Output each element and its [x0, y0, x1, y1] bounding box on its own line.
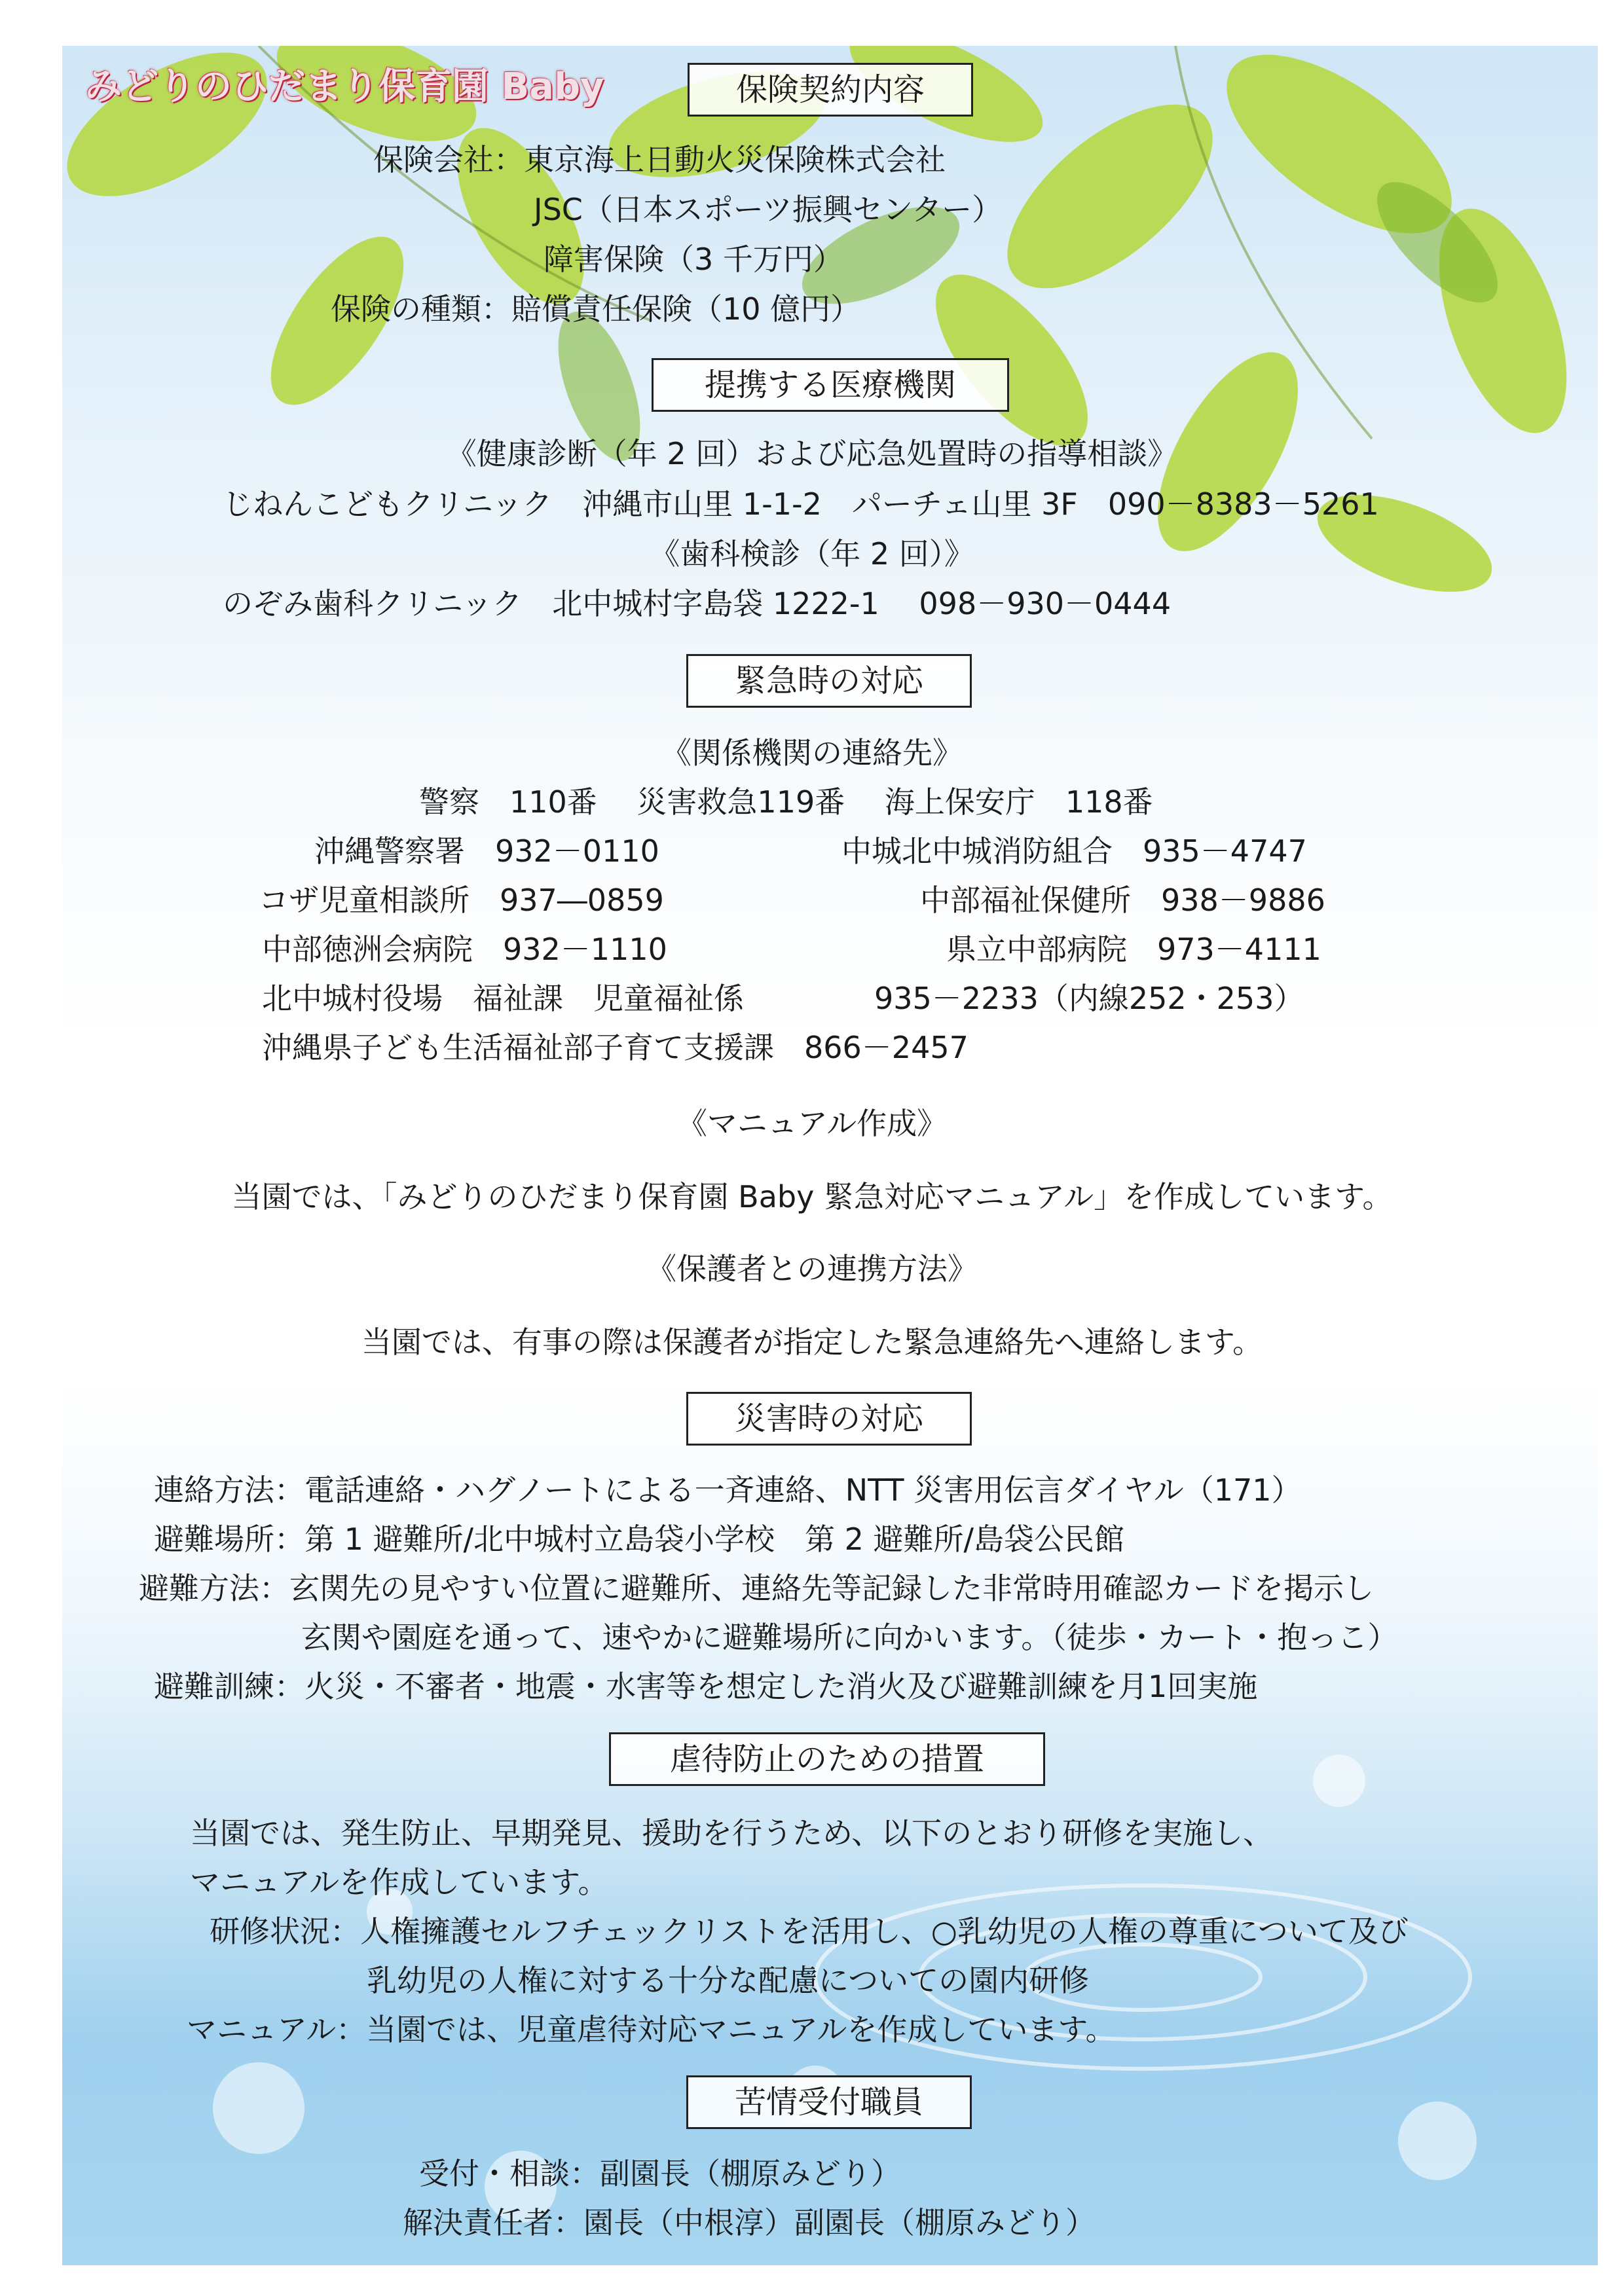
- contact-method: 連絡方法：電話連絡・ハグノートによる一斉連絡、NTT 災害用伝言ダイヤル（171）: [154, 1472, 1302, 1508]
- insurance-company: 保険会社：東京海上日動火災保険株式会社: [373, 142, 946, 177]
- abuse-line-1: 当園では、発生防止、早期発見、援助を行うため、以下のとおり研修を実施し、: [190, 1815, 1274, 1851]
- contact-left: 沖縄警察署 932－0110: [314, 833, 659, 869]
- prefecture-contact: 沖縄県子ども生活福祉部子育て支援課 866－2457: [262, 1030, 969, 1065]
- abuse-heading: 虐待防止のための措置: [609, 1732, 1045, 1786]
- clinic-line: じねんこどもクリニック 沖縄市山里 1-1-2 パーチェ山里 3F 090－8383－5261: [223, 486, 1379, 522]
- contact-left: 中部徳洲会病院 932－1110: [262, 932, 667, 967]
- jsc-line: JSC（日本スポーツ振興センター）: [534, 192, 1003, 227]
- emergency-numbers: 警察 110番 災害救急119番 海上保安庁 118番: [419, 784, 1153, 820]
- evacuation-site: 避難場所：第 1 避難所/北中城村立島袋小学校 第 2 避難所/島袋公民館: [154, 1522, 1125, 1557]
- manual-title: 《マニュアル作成》: [676, 1106, 948, 1141]
- evacuation-drill: 避難訓練：火災・不審者・地震・水害等を想定した消火及び避難訓練を月1回実施: [154, 1669, 1258, 1704]
- training-status-cont: 乳幼児の人権に対する十分な配慮についての園内研修: [367, 1963, 1090, 1998]
- nursery-logo: みどりのひだまり保育園 Baby: [85, 65, 604, 108]
- checkup-title: 《健康診断（年 2 回）および応急処置時の指導相談》: [446, 436, 1178, 471]
- contact-right: 県立中部病院 973－4111: [946, 932, 1321, 967]
- village-office: 北中城村役場 福祉課 児童福祉係: [262, 981, 744, 1016]
- contact-right: 中城北中城消防組合 935－4747: [841, 833, 1307, 869]
- guardian-text: 当園では、有事の際は保護者が指定した緊急連絡先へ連絡します。: [361, 1324, 1263, 1360]
- manual-text: 当園では、「みどりのひだまり保育園 Baby 緊急対応マニュアル」を作成しています。: [231, 1179, 1393, 1214]
- abuse-manual: マニュアル：当園では、児童虐待対応マニュアルを作成しています。: [187, 2012, 1116, 2047]
- complaints-resolver: 解決責任者：園長（中根淳）副園長（棚原みどり）: [403, 2205, 1096, 2240]
- complaints-heading: 苦情受付職員: [686, 2075, 972, 2129]
- insurance-type: 保険の種類：賠償責任保険（10 億円）: [331, 291, 861, 327]
- village-phone: 935－2233（内線252・253）: [874, 981, 1304, 1016]
- guardian-title: 《保護者との連携方法》: [646, 1251, 978, 1286]
- medical-heading: 提携する医療機関: [652, 358, 1009, 412]
- contacts-title: 《関係機関の連絡先》: [661, 735, 963, 771]
- disability-insurance: 障害保険（3 千万円）: [544, 242, 843, 277]
- evacuation-method: 避難方法：玄関先の見やすい位置に避難所、連絡先等記録した非常時用確認カードを掲示し: [139, 1571, 1374, 1606]
- insurance-heading: 保険契約内容: [688, 63, 973, 117]
- abuse-line-2: マニュアルを作成しています。: [190, 1865, 608, 1900]
- disaster-heading: 災害時の対応: [686, 1392, 972, 1446]
- evacuation-method-cont: 玄関や園庭を通って、速やかに避難場所に向かいます。（徒歩・カート・抱っこ）: [301, 1620, 1398, 1655]
- training-status: 研修状況：人権擁護セルフチェックリストを活用し、○乳幼児の人権の尊重について及び: [210, 1914, 1409, 1949]
- emergency-heading: 緊急時の対応: [686, 654, 972, 708]
- contact-left: コザ児童相談所 937―0859: [259, 883, 664, 918]
- complaints-reception: 受付・相談：副園長（棚原みどり）: [419, 2156, 901, 2191]
- dental-title: 《歯科検診（年 2 回）》: [650, 536, 974, 572]
- dental-line: のぞみ歯科クリニック 北中城村字島袋 1222-1 098－930－0444: [223, 586, 1172, 621]
- contact-right: 中部福祉保健所 938－9886: [920, 883, 1325, 918]
